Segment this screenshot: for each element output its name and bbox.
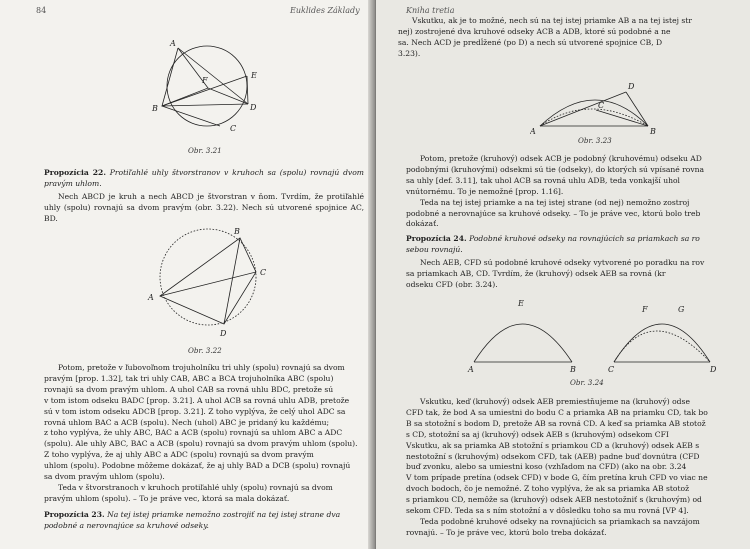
figure-3-22	[146, 222, 276, 342]
prop22-proof-line: pravým [prop. 1.32], tak tri uhly CAB, ABC a BCA trojuholníka ABC (spolu)	[44, 373, 334, 383]
prop23-body-line: vnútornému. To je nemožné [prop. 1.16].	[406, 186, 564, 196]
prop24-setup	[406, 258, 748, 291]
prop23-statement-1: Na tej istej priamke nemožno zostrojiť na tej istej strane dva	[107, 510, 341, 519]
fig3-label-b: B	[650, 127, 656, 136]
figure-3-24-caption: Obr. 3.24	[570, 378, 604, 387]
prop24-proof-line: CFD tak, že bod A sa umiestni do bodu C a priamka AB na priamku CD, tak bo	[406, 407, 708, 417]
prop23-body-line: Teda na tej istej priamke a na tej istej strane (od nej) nemožno zostroj	[420, 197, 690, 207]
prop22-proof-line: Z toho vyplýva, že aj uhly ABC a ADC (spolu) rovnajú sa dvom pravým	[44, 450, 314, 460]
fig4-label-c: C	[608, 365, 615, 374]
prop22-proof-line: rovnajú sa dvom pravým uhlom. A uhol CAB sa rovná uhlu BDC, pretože sú	[44, 384, 334, 394]
prop23-body-line: Potom, pretože (kruhový) odsek ACB je podobný (kruhovému) odseku AD	[420, 154, 702, 163]
prop23-body-line: dokázať.	[406, 219, 439, 229]
prop22-proof-line: v tom istom odseku BADC [prop. 3.21]. A uhol ACB sa rovná uhlu ADB, pretože	[44, 395, 350, 405]
fig1-label-b: B	[152, 104, 158, 113]
prop24-statement-1: Podobné kruhové odseky na rovnajúcich sa priamkach sa ro	[469, 234, 700, 243]
fig4-label-f: F	[642, 305, 648, 314]
prop22-title: Propozícia 22.	[44, 168, 106, 177]
prop23-intro-line: Vskutku, ak je to možné, nech sú na tej istej priamke AB a na tej istej str	[412, 16, 692, 25]
fig2-label-c: C	[260, 268, 267, 277]
proposition-24	[406, 234, 748, 256]
prop23-body-line: sa uhly [def. 3.11], tak uhol ACB sa rovná uhlu ADB, teda vonkajší uhol	[406, 175, 680, 185]
prop24-proof-line: sekom CFD. Teda sa s ním stotožní a v dôsledku toho sa mu rovná [VP 4].	[406, 506, 689, 516]
prop24-proof-line: Teda podobné kruhové odseky na rovnajúcich sa priamkach sa navzájom	[420, 516, 700, 526]
fig3-label-d: D	[628, 82, 635, 91]
fig3-label-a: A	[530, 127, 536, 136]
prop23-proof-intro	[398, 16, 748, 60]
prop23-intro-line: nej) zostrojené dva kruhové odseky ACB a ADB, ktoré sú podobné a ne	[398, 26, 671, 36]
figure-3-23-caption: Obr. 3.23	[578, 136, 612, 145]
right-page	[376, 0, 750, 549]
prop24-proof-line: B sa stotožní s bodom D, pretože AB sa rovná CD. A keď sa priamka AB stotož	[406, 418, 706, 428]
fig1-label-d: D	[250, 103, 257, 112]
prop22-proof-line: uhlom (spolu). Podobne môžeme dokázať, že aj uhly BAD a DCB (spolu) rovnajú	[44, 461, 351, 471]
figure-3-21-caption: Obr. 3.21	[188, 146, 222, 155]
fig4-label-g: G	[678, 305, 685, 314]
prop24-title: Propozícia 24.	[406, 234, 467, 243]
prop22-proof-line: pravým uhlom (spolu). – To je práve vec, ktorá sa mala dokázať.	[44, 493, 290, 503]
prop22-proof-line: z toho vyplýva, že uhly ABC, BAC a ACB (spolu) rovnajú sa uhlom ABC a ADC	[44, 428, 343, 438]
figure-3-22-caption: Obr. 3.22	[188, 346, 222, 355]
prop23-intro-line: 3.23).	[398, 48, 421, 58]
fig2-label-d: D	[220, 329, 227, 338]
prop23-statement-2: podobné a nerovnajúce sa kruhové odseky.	[44, 520, 209, 530]
prop24-proof-line: Vskutku, ak sa priamka AB stotožní s priamkou CD a (kruhový) odsek AEB s	[406, 440, 700, 450]
prop24-proof-line: dvoch bodoch, čo je nemožné. Z toho vyplýva, že ak sa priamka AB stotož	[406, 484, 690, 494]
prop23-intro-line: sa. Nech ACD je predĺžené (po D) a nech sú utvorené spojnice CB, D	[398, 37, 663, 47]
prop24-proof-line: buď zvonku, alebo sa umiestni koso (vzhľadom na CFD) (ako na obr. 3.24	[406, 462, 687, 472]
fig3-label-c: C	[598, 101, 605, 110]
figure-3-21	[150, 36, 270, 136]
prop22-proof-line: sú v tom istom odseku ADCB [prop. 3.21]. Z toho vyplýva, že celý uhol ADC sa	[44, 406, 346, 416]
prop24-proof-line: nestotožní s (kruhovým) odsekom CFD, tak (AEB) padne buď dovnútra (CFD	[406, 451, 700, 461]
prop24-setup-line: odseku CFD (obr. 3.24).	[406, 279, 498, 289]
prop23-body-line: podobné a nerovnajúce sa kruhové odseky. – To je práve vec, ktorú bolo treb	[406, 208, 701, 218]
prop24-proof-line: Vskutku, keď (kruhový) odsek AEB premiestňujeme na (kruhový) odse	[420, 397, 690, 406]
prop22-proof-line: sa dvom pravým uhlom (spolu).	[44, 472, 165, 482]
fig2-label-a: A	[148, 293, 154, 302]
prop23-title: Propozícia 23.	[44, 510, 105, 519]
fig1-label-c: C	[230, 124, 237, 133]
proposition-22	[44, 168, 364, 225]
proposition-23	[44, 510, 366, 532]
prop24-setup-line: Nech AEB, CFD sú podobné kruhové odseky vytvorené po poradku na rov	[420, 258, 705, 267]
prop24-proof-line: V tom prípade pretína (odsek CFD) v bode G, čím pretína kruh CFD vo viac ne	[406, 473, 708, 483]
prop24-proof-line: s CD, stotožní sa aj (kruhový) odsek AEB s (kruhovým) odsekom CFI	[406, 429, 669, 439]
fig1-label-e: E	[251, 71, 257, 80]
prop24-proof-line: rovnajú. – To je práve vec, ktorú bolo treba dokázať.	[406, 527, 607, 537]
fig2-label-b: B	[234, 227, 240, 236]
fig1-label-f: F	[202, 76, 208, 85]
prop22-statement: Protiľahlé uhly štvorstranov v kruhoch sa (spolu) rovnajú dvom pravým uhlom.	[44, 168, 364, 188]
prop22-proof	[44, 363, 366, 505]
fig4-label-a: A	[468, 365, 474, 374]
prop24-proof	[406, 397, 748, 539]
running-head-right: Kniha tretia	[406, 6, 455, 15]
prop23-body-line: podobnými (kruhovými) odsekmi sú tie (odseky), do ktorých sú vpísané rovna	[406, 164, 705, 174]
prop22-proof-line: (spolu). Ale uhly ABC, BAC a ACB (spolu) rovnajú sa dvom pravým uhlom (spolu).	[44, 439, 358, 449]
prop24-setup-line: sa priamkach AB, CD. Tvrdím, že (kruhový) odsek AEB sa rovná (kr	[406, 268, 666, 278]
prop22-setup: Nech ABCD je kruh a nech ABCD je štvorstran v ňom. Tvrdím, že protiľahlé uhly (spolu) rovnajú sa dvom pravým (obr. 3.22). Nech sú utvorené spojnice AC, BD.	[44, 191, 364, 223]
prop23-proof-body	[406, 154, 748, 230]
fig1-label-a: A	[170, 39, 176, 48]
fig4-label-e: E	[518, 299, 524, 308]
prop24-proof-line: s priamkou CD, nemôže sa (kruhový) odsek AEB nestotožniť s (kruhovým) od	[406, 495, 702, 505]
prop24-statement-2: sebou rovnajú.	[406, 244, 463, 254]
fig4-label-d: D	[710, 365, 717, 374]
page-number: 84	[36, 6, 47, 15]
figure-3-24	[456, 292, 746, 378]
prop22-proof-line: Potom, pretože v ľubovoľnom trojuholníku tri uhly (spolu) rovnajú sa dvom	[58, 363, 345, 372]
fig4-label-b: B	[570, 365, 576, 374]
prop22-proof-line: rovná uhlom BAC a ACB (spolu). Nech (uhol) ABC je pridaný ku každému;	[44, 417, 330, 427]
figure-3-23	[530, 78, 670, 140]
prop22-proof-line: Teda v štvorstranoch v kruhoch protiľahlé uhly (spolu) rovnajú sa dvom	[58, 482, 333, 492]
running-head-left: Euklides Základy	[290, 6, 360, 15]
